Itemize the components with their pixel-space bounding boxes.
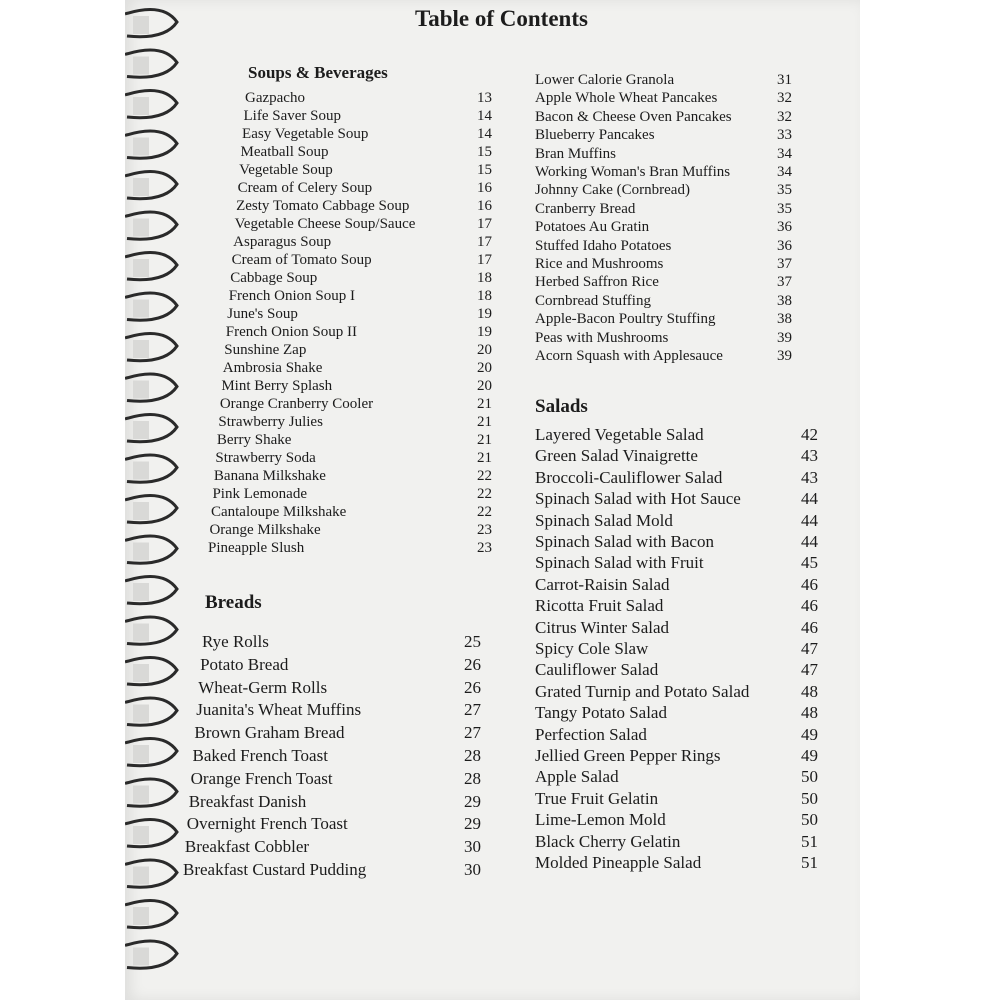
toc-entry-title: Bacon & Cheese Oven Pancakes	[535, 108, 732, 125]
binding-hole	[133, 421, 149, 439]
binding-hole	[133, 583, 149, 601]
book-page	[125, 0, 860, 1000]
toc-entry-page: 18	[477, 288, 492, 304]
toc-entry-title: Juanita's Wheat Muffins	[196, 700, 362, 720]
toc-entry-title: Strawberry Julies	[218, 414, 323, 430]
toc-entry-page: 21	[477, 396, 492, 412]
toc-entry-page: 38	[777, 311, 792, 328]
spiral-coil	[125, 172, 177, 199]
toc-entry-page: 46	[801, 617, 818, 637]
toc-entry-page: 31	[777, 72, 792, 88]
toc-entry-title: French Onion Soup I	[228, 288, 355, 304]
toc-entry-title: Brown Graham Bread	[194, 723, 345, 743]
spiral-coil	[125, 455, 177, 482]
page-title: Table of Contents	[415, 6, 588, 31]
toc-entry-page: 25	[464, 632, 481, 651]
toc-entry-page: 34	[777, 164, 792, 180]
toc-entry-title: Rice and Mushrooms	[535, 256, 664, 272]
binding-hole	[133, 259, 149, 277]
toc-entry-page: 44	[801, 489, 818, 509]
toc-entry-title: Layered Vegetable Salad	[535, 425, 704, 444]
binding-hole	[133, 664, 149, 682]
toc-entry-page: 51	[801, 853, 818, 872]
spiral-coil	[125, 50, 177, 77]
binding-hole	[133, 948, 149, 966]
toc-entry-title: Cabbage Soup	[230, 270, 318, 286]
toc-entry-page: 21	[477, 450, 492, 466]
binding-hole	[133, 138, 149, 156]
spiral-coil	[125, 698, 177, 725]
toc-entry-title: Baked French Toast	[192, 746, 328, 765]
toc-entry-page: 36	[777, 237, 792, 254]
toc-entry-page: 19	[477, 324, 492, 340]
toc-entry-title: Rye Rolls	[202, 632, 269, 651]
toc-entry-title: Orange Cranberry Cooler	[219, 396, 374, 412]
toc-entry-page: 30	[464, 860, 481, 879]
toc-entry-page: 35	[777, 182, 792, 199]
toc-entry-title: Zesty Tomato Cabbage Soup	[236, 198, 410, 214]
binding-hole	[133, 543, 149, 561]
spiral-coil	[125, 293, 177, 320]
toc-entry-page: 14	[477, 108, 492, 124]
binding-hole	[133, 786, 149, 804]
toc-entry-page: 50	[801, 767, 818, 787]
spiral-coil	[125, 658, 177, 685]
toc-entry-title: Meatball Soup	[240, 144, 329, 160]
binding-hole	[133, 462, 149, 480]
toc-entry-page: 50	[801, 788, 818, 808]
toc-entry-title: Pineapple Slush	[208, 540, 305, 556]
binding-hole	[133, 867, 149, 885]
toc-entry-page: 45	[801, 553, 818, 573]
toc-entry-page: 20	[477, 342, 492, 358]
binding-hole	[133, 178, 149, 196]
binding-hole	[133, 826, 149, 844]
toc-entry-title: Tangy Potato Salad	[535, 703, 667, 723]
toc-entry-title: Cream of Celery Soup	[237, 180, 373, 196]
toc-entry-title: Breakfast Danish	[188, 791, 307, 811]
toc-entry-title: Herbed Saffron Rice	[535, 274, 659, 291]
toc-entry-title: Black Cherry Gelatin	[535, 831, 681, 851]
toc-entry-title: Apple Whole Wheat Pancakes	[535, 90, 718, 107]
spiral-coil	[125, 374, 177, 401]
toc-entry-title: Vegetable Cheese Soup/Sauce	[234, 216, 416, 232]
toc-entry-page: 38	[777, 292, 792, 309]
toc-entry-page: 50	[801, 810, 818, 830]
toc-entry-title: Peas with Mushrooms	[535, 329, 669, 346]
toc-entry-title: Orange Milkshake	[209, 522, 321, 538]
binding-hole	[133, 502, 149, 520]
spiral-coil	[125, 577, 177, 604]
toc-entry-title: Jellied Green Pepper Rings	[535, 746, 721, 765]
section-heading-soups-beverages: Soups & Beverages	[248, 63, 388, 82]
toc-entry-page: 49	[801, 746, 818, 765]
toc-entry-page: 28	[464, 746, 481, 765]
toc-entry-title: Spinach Salad with Fruit	[535, 553, 704, 573]
toc-entry-page: 15	[477, 144, 492, 160]
toc-entry-title: Cornbread Stuffing	[535, 292, 651, 309]
toc-entry-title: Apple Salad	[535, 767, 619, 787]
toc-entry-title: Cream of Tomato Soup	[231, 252, 372, 268]
toc-entry-page: 39	[777, 348, 792, 364]
toc-entry-title: Asparagus Soup	[233, 234, 332, 250]
toc-entry-page: 26	[464, 677, 481, 697]
toc-entry-page: 22	[477, 486, 492, 502]
toc-entry-page: 46	[801, 596, 818, 616]
toc-entry-title: Spinach Salad Mold	[535, 510, 673, 530]
toc-entry-page: 13	[477, 90, 492, 106]
toc-entry-title: Strawberry Soda	[215, 450, 316, 466]
toc-entry-title: Berry Shake	[216, 432, 292, 448]
toc-entry-page: 44	[801, 510, 818, 530]
toc-entry-title: Banana Milkshake	[213, 468, 326, 484]
toc-entry-page: 49	[801, 724, 818, 744]
toc-entry-page: 32	[777, 90, 792, 107]
binding-hole	[133, 219, 149, 237]
toc-entry-title: Potatoes Au Gratin	[535, 219, 650, 236]
toc-entry-title: Pink Lemonade	[212, 486, 308, 502]
toc-entry-page: 22	[477, 504, 492, 520]
toc-entry-page: 27	[464, 700, 481, 720]
toc-entry-title: Perfection Salad	[535, 724, 647, 744]
toc-entry-title: Ricotta Fruit Salad	[535, 596, 664, 616]
toc-entry-page: 42	[801, 425, 818, 444]
toc-entry-title: Breakfast Custard Pudding	[183, 860, 367, 879]
toc-entry-title: Broccoli-Cauliflower Salad	[535, 467, 723, 487]
spiral-coil	[125, 131, 177, 158]
spiral-coil	[125, 212, 177, 239]
toc-entry-page: 39	[777, 329, 792, 346]
toc-entry-page: 18	[477, 270, 492, 286]
toc-entry-title: Citrus Winter Salad	[535, 617, 670, 637]
toc-entry-page: 22	[477, 468, 492, 484]
toc-entry-title: June's Soup	[227, 306, 298, 322]
spiral-coil	[125, 901, 177, 928]
toc-entry-title: Cantaloupe Milkshake	[210, 504, 347, 520]
toc-entry-page: 16	[477, 180, 492, 196]
toc-entry-page: 47	[801, 639, 818, 658]
toc-entry-title: Mint Berry Splash	[221, 378, 333, 394]
toc-entry-page: 35	[777, 200, 792, 217]
spiral-coil	[125, 91, 177, 118]
toc-entry-page: 36	[777, 219, 792, 236]
toc-entry-title: Spinach Salad with Hot Sauce	[535, 489, 741, 509]
toc-entry-title: Green Salad Vinaigrette	[535, 446, 698, 466]
toc-entry-page: 17	[477, 216, 492, 232]
toc-entry-page: 23	[477, 540, 492, 556]
toc-entry-title: Wheat-Germ Rolls	[198, 677, 328, 697]
toc-entry-title: Vegetable Soup	[239, 162, 333, 178]
toc-entry-title: True Fruit Gelatin	[535, 788, 659, 808]
spiral-coil	[125, 415, 177, 442]
toc-entry-title: Cauliflower Salad	[535, 660, 659, 680]
toc-entry-title: Orange French Toast	[190, 768, 333, 788]
binding-hole	[133, 57, 149, 75]
toc-entry-page: 19	[477, 306, 492, 322]
toc-entry-title: French Onion Soup II	[225, 324, 357, 340]
binding-hole	[133, 97, 149, 115]
binding-hole	[133, 907, 149, 925]
toc-entry-title: Cranberry Bread	[535, 200, 636, 217]
toc-entry-title: Bran Muffins	[535, 145, 616, 162]
section-heading-salads: Salads	[535, 396, 588, 417]
spiral-coil	[125, 536, 177, 563]
spiral-coil	[125, 941, 177, 968]
toc-entry-title: Apple-Bacon Poultry Stuffing	[535, 311, 716, 328]
spiral-coil	[125, 334, 177, 361]
toc-entry-page: 17	[477, 252, 492, 268]
toc-entry-page: 29	[464, 791, 481, 811]
spiral-binding	[125, 0, 195, 1000]
toc-entry-page: 48	[801, 703, 818, 723]
toc-entry-title: Sunshine Zap	[224, 342, 307, 358]
toc-entry-page: 44	[801, 532, 818, 551]
binding-hole	[133, 624, 149, 642]
toc-entry-page: 14	[477, 126, 492, 142]
toc-entry-title: Overnight French Toast	[186, 814, 348, 834]
toc-entry-title: Acorn Squash with Applesauce	[535, 348, 723, 364]
toc-entry-title: Easy Vegetable Soup	[242, 126, 369, 142]
toc-entry-title: Stuffed Idaho Potatoes	[535, 237, 672, 254]
toc-entry-title: Ambrosia Shake	[222, 360, 323, 376]
toc-entry-title: Blueberry Pancakes	[535, 127, 655, 144]
binding-hole	[133, 300, 149, 318]
toc-entry-title: Potato Bread	[200, 654, 289, 674]
binding-hole	[133, 705, 149, 723]
spiral-coil	[125, 779, 177, 806]
toc-entry-title: Gazpacho	[245, 90, 305, 106]
spiral-coil	[125, 617, 177, 644]
binding-hole	[133, 16, 149, 34]
binding-hole	[133, 340, 149, 358]
spiral-coil	[125, 253, 177, 280]
toc-entry-page: 33	[777, 127, 792, 144]
spiral-coil	[125, 860, 177, 887]
toc-entry-title: Johnny Cake (Cornbread)	[535, 182, 690, 199]
toc-entry-title: Lower Calorie Granola	[535, 72, 675, 88]
toc-entry-page: 51	[801, 831, 818, 851]
section-heading-breads: Breads	[205, 592, 262, 613]
toc-entry-page: 20	[477, 378, 492, 394]
toc-entry-page: 46	[801, 574, 818, 594]
toc-entry-title: Life Saver Soup	[243, 108, 341, 124]
toc-entry-title: Spicy Cole Slaw	[535, 639, 649, 658]
toc-entry-page: 37	[777, 274, 792, 291]
toc-entry-page: 34	[777, 145, 792, 162]
toc-entry-page: 47	[801, 660, 818, 680]
toc-entry-page: 30	[464, 837, 481, 857]
toc-entry-page: 21	[477, 432, 492, 448]
spiral-coil	[125, 739, 177, 766]
binding-hole	[133, 381, 149, 399]
toc-entry-title: Carrot-Raisin Salad	[535, 574, 670, 594]
toc-entry-page: 28	[464, 768, 481, 788]
spiral-coil	[125, 496, 177, 523]
binding-hole	[133, 745, 149, 763]
toc-entry-title: Breakfast Cobbler	[184, 837, 310, 857]
toc-entry-title: Spinach Salad with Bacon	[535, 532, 714, 551]
toc-entry-title: Working Woman's Bran Muffins	[535, 164, 731, 180]
toc-entry-page: 16	[477, 198, 492, 214]
toc-entry-page: 17	[477, 234, 492, 250]
toc-entry-page: 20	[477, 360, 492, 376]
toc-entry-page: 15	[477, 162, 492, 178]
spiral-coil	[125, 820, 177, 847]
toc-entry-page: 27	[464, 723, 481, 743]
toc-entry-page: 43	[801, 446, 818, 466]
toc-entry-page: 32	[777, 108, 792, 125]
toc-entry-page: 21	[477, 414, 492, 430]
toc-entry-title: Grated Turnip and Potato Salad	[535, 681, 750, 701]
toc-entry-page: 29	[464, 814, 481, 834]
spiral-coil	[125, 10, 177, 37]
toc-entry-page: 26	[464, 654, 481, 674]
toc-entry-title: Molded Pineapple Salad	[535, 853, 702, 872]
toc-entry-page: 37	[777, 256, 792, 272]
toc-entry-page: 48	[801, 681, 818, 701]
toc-entry-page: 23	[477, 522, 492, 538]
toc-entry-page: 43	[801, 467, 818, 487]
toc-entry-title: Lime-Lemon Mold	[535, 810, 666, 830]
